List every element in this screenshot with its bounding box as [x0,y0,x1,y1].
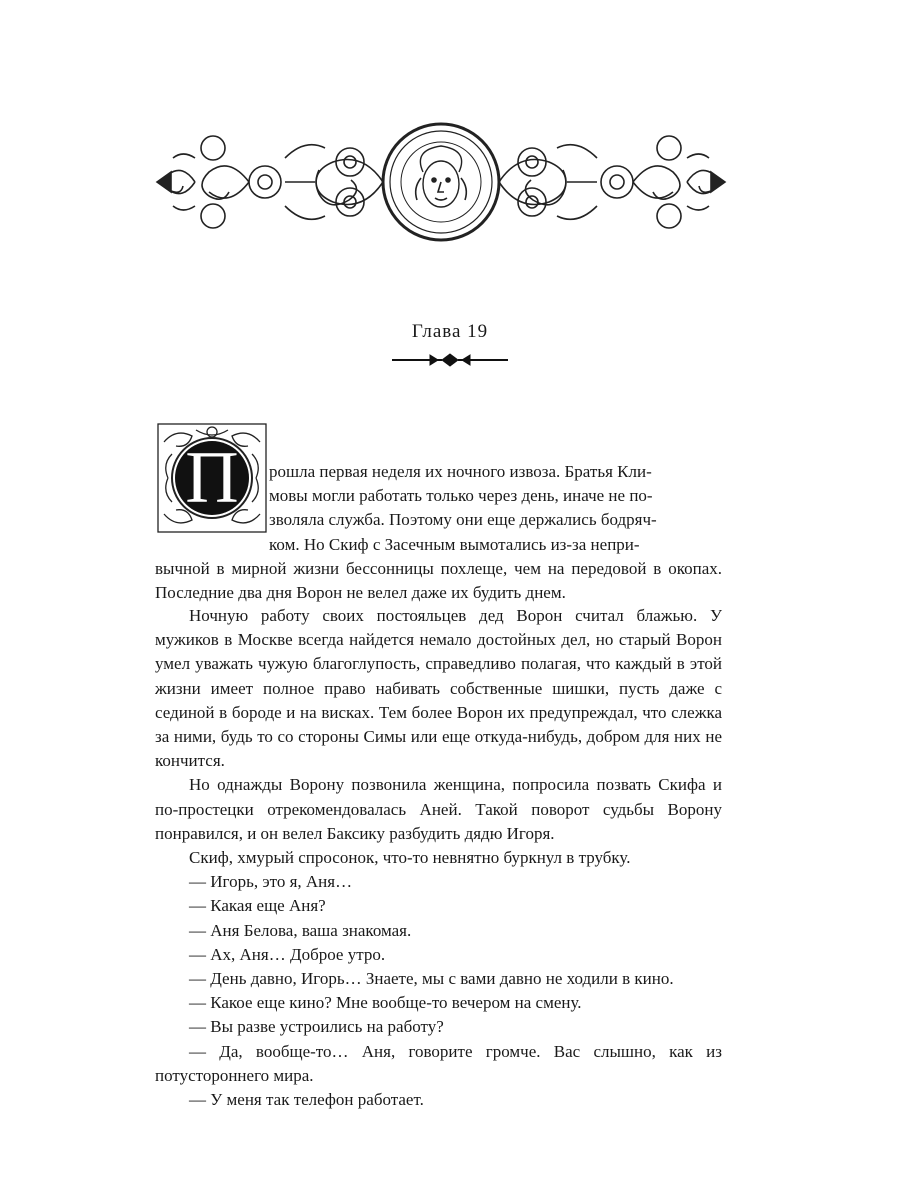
text-line: рошла первая неделя их ночного извоза. Братья Кли- [269,462,652,481]
dialogue-line: — Игорь, это я, Аня… [189,872,353,892]
body-text [155,604,722,1112]
dialogue-line: — Какая еще Аня? [189,896,326,916]
dialogue-line: — Ах, Аня… Доброе утро. [189,944,386,964]
text-line: ком. Но Скиф с Засечным вымотались из-за непри- [269,534,640,554]
paragraph: Ночную работу своих постояльцев дед Ворон считал блажью. У мужиков в Москве всегда найдется немало достойных дел, но старый Ворон умел уважать чужую благоглупость, справедливо полагая, что каждый в этой жизни имеет полное право набивать собственные шишки, пусть даже с сединой в бороде и на висках. Тем более Ворон их предупреждал, что слежка за ними, будь то со стороны Симы или еще откуда-нибудь, добром для них не кончится. [155,606,722,771]
text-line: зволяла служба. Поэтому они еще держались бодряч- [269,510,657,530]
text-line: мовы могли работать только через день, иначе не по- [269,486,653,506]
paragraph: Скиф, хмурый спросонок, что-то невнятно буркнул в трубку. [189,848,631,868]
chapter-title: Глава 19 [411,321,489,342]
header-ornament [155,118,727,246]
dialogue-line: — Вы разве устроились на работу? [189,1017,444,1037]
dialogue-line: — Какое еще кино? Мне вообще-то вечером на смену. [189,993,582,1013]
first-paragraph [155,460,722,605]
title-flourish [390,352,510,368]
dialogue-line: — Аня Белова, ваша знакомая. [189,920,412,940]
paragraph: Но однажды Ворону позвонила женщина, попросила позвать Скифа и по-простецки отрекомендовалась Аней. Такой поворот судьбы Ворону понравился, и он велел Баксику разбудить дядю Игоря. [155,775,722,843]
paragraph-tail: вычной в мирной жизни бессонницы похлеще, чем на передовой в окопах. Последние два дня Ворон не велел даже их будить днем. [155,558,722,603]
dropcap-letter: П [185,437,239,519]
dialogue-line: — День давно, Игорь… Знаете, мы с вами давно не ходили в кино. [189,969,674,989]
dialogue-line: — У меня так телефон работает. [189,1090,424,1110]
dialogue-line: — Да, вообще-то… Аня, говорите громче. Вас слышно, как из потустороннего мира. [155,1041,722,1085]
